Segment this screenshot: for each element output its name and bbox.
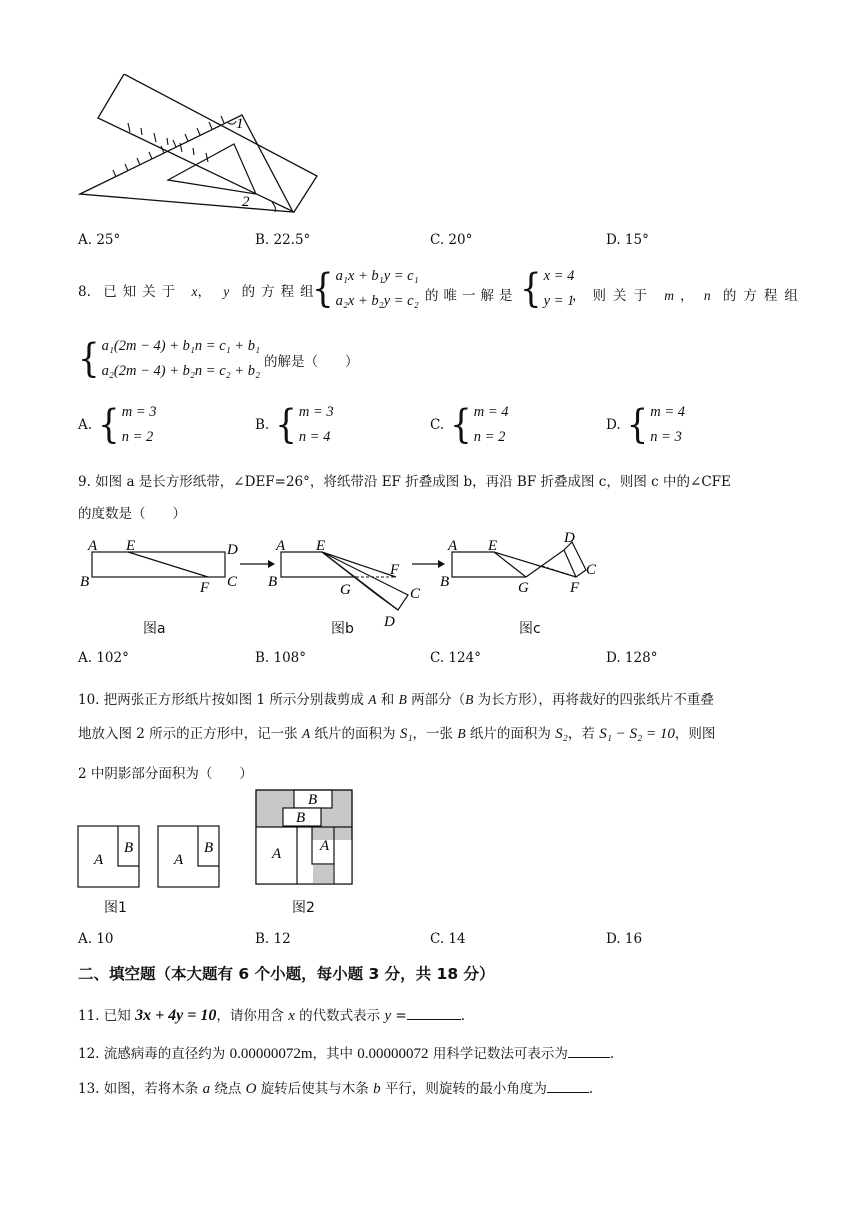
q10-line2-d: 纸片的面积为 bbox=[465, 726, 556, 742]
q10-fig2-A-right: A bbox=[320, 838, 330, 854]
q11-b: ，请你用含 bbox=[216, 1008, 289, 1024]
q8-option-a-r1: m = 3 bbox=[121, 404, 157, 420]
q10-figures bbox=[76, 786, 366, 891]
q10-fig2-B-top: B bbox=[308, 792, 318, 808]
q8-sol-row1: x = 4 bbox=[543, 268, 575, 284]
q10-option-d[interactable]: D. 16 bbox=[606, 931, 643, 947]
q8-option-c[interactable] bbox=[430, 400, 509, 450]
q10-S1: S₁ bbox=[399, 726, 413, 742]
q10-B2: B bbox=[465, 692, 474, 707]
q7-option-d[interactable]: D. 15° bbox=[606, 232, 649, 248]
q12-answer-blank[interactable] bbox=[568, 1045, 610, 1058]
fig-c-D: D bbox=[564, 530, 575, 546]
q8-number: 8. bbox=[78, 284, 91, 300]
q8-text-1: 已知关于 bbox=[103, 284, 182, 300]
q8-option-c-r2: n = 2 bbox=[473, 429, 506, 445]
q13-answer-blank[interactable] bbox=[547, 1080, 589, 1093]
q9-arrow-1 bbox=[240, 560, 275, 568]
q13-e: . bbox=[588, 1081, 594, 1097]
fig-b-C: C bbox=[410, 586, 421, 602]
q11-c: 的代数式表示 bbox=[294, 1008, 385, 1024]
q8-system-2 bbox=[78, 334, 260, 384]
q10-fig2 bbox=[256, 790, 352, 884]
q9-fig-a-caption: 图a bbox=[143, 621, 166, 637]
q9-fig-b-caption: 图b bbox=[331, 621, 354, 637]
q8-option-a-label: A. bbox=[78, 417, 93, 433]
q8-sep-1: ， bbox=[197, 284, 211, 300]
q8-option-d-brace: { bbox=[626, 402, 649, 448]
fig-a-F: F bbox=[200, 580, 210, 596]
q8-option-d-r2: n = 3 bbox=[650, 429, 682, 445]
q10-fig2-A-left: A bbox=[272, 846, 282, 862]
q11-y: y bbox=[384, 1008, 392, 1024]
q9-fig-c bbox=[440, 530, 597, 596]
q11-answer-blank[interactable] bbox=[407, 1007, 461, 1020]
fig-c-E: E bbox=[488, 538, 498, 554]
fig-c-G: G bbox=[518, 580, 529, 596]
q10-line2-b: 纸片的面积为 bbox=[310, 726, 400, 742]
ruler-ticks bbox=[128, 123, 208, 162]
q8-system-2-brace: { bbox=[78, 336, 100, 382]
q10-line2-e: ，若 bbox=[567, 726, 600, 742]
section-2-title: 二、填空题（本大题有 6 个小题，每小题 3 分，共 18 分） bbox=[78, 965, 495, 983]
q10-fig2-caption: 图2 bbox=[292, 900, 315, 916]
q8-solution-brace: { bbox=[520, 266, 542, 312]
q9-option-a[interactable]: A. 102° bbox=[78, 650, 129, 666]
q12-a: 12. 流感病毒的直径约为 bbox=[78, 1046, 230, 1062]
q9-fig-c-caption: 图c bbox=[519, 621, 541, 637]
q10-fig1-square-2 bbox=[158, 826, 219, 887]
q10-line1-a: 10. 把两张正方形纸片按如图 1 所示分别裁剪成 bbox=[78, 692, 369, 708]
q12 bbox=[78, 1042, 614, 1063]
q10-fig1-sq1-B: B bbox=[124, 840, 134, 856]
q11-eq: 3x + 4y = 10 bbox=[135, 1007, 217, 1024]
q8-option-c-r1: m = 4 bbox=[473, 404, 509, 420]
q10-line1 bbox=[78, 688, 714, 708]
q10-option-b[interactable]: B. 12 bbox=[255, 931, 291, 947]
fig-a-D: D bbox=[227, 542, 238, 558]
q10-fig1-sq2-A: A bbox=[174, 852, 184, 868]
inner-triangle-shape bbox=[168, 144, 256, 194]
q9-line1: 9. 如图 a 是长方形纸带，∠DEF=26°，将纸带沿 EF 折叠成图 b，再沿 BF 折叠成图 c，则图 c 中的∠CFE bbox=[78, 474, 731, 490]
q8-option-c-label: C. bbox=[430, 417, 445, 433]
q10-fig1-sq2-B: B bbox=[204, 840, 214, 856]
fig-a-C: C bbox=[227, 574, 238, 590]
q8-var-n: n bbox=[703, 288, 711, 303]
q13-a: 13. 如图，若将木条 bbox=[78, 1081, 203, 1097]
q8-solution bbox=[520, 264, 574, 314]
angle1-label: 1 bbox=[236, 116, 244, 132]
ruler-shape bbox=[98, 74, 317, 212]
q9-line2: 的度数是（ ） bbox=[78, 506, 186, 522]
fig-b-D: D bbox=[384, 614, 395, 630]
q8-sol-row2: y = 1 bbox=[543, 293, 575, 309]
q9-option-d[interactable]: D. 128° bbox=[606, 650, 658, 666]
q13-var-b: b bbox=[373, 1081, 381, 1097]
q13-c: 旋转后使其与木条 bbox=[256, 1081, 374, 1097]
q9-fig-a bbox=[80, 538, 238, 596]
q10-line3: 2 中阴影部分面积为（ ） bbox=[78, 766, 253, 782]
q8-system-1 bbox=[312, 264, 419, 314]
q10-line1-b: 和 bbox=[376, 692, 399, 708]
q13-b: 绕点 bbox=[210, 1081, 246, 1097]
q10-line2-c: ，一张 bbox=[412, 726, 458, 742]
q8-option-a-r2: n = 2 bbox=[121, 429, 154, 445]
q12-b: ，其中 bbox=[312, 1046, 358, 1062]
fig-c-C: C bbox=[586, 562, 597, 578]
q8-system-1-brace: { bbox=[312, 266, 334, 312]
q8-text-3: 的唯一解是 bbox=[425, 288, 518, 304]
q11-d: = bbox=[391, 1008, 407, 1024]
fig-a-A: A bbox=[88, 538, 98, 554]
fig-b-A: A bbox=[276, 538, 286, 554]
q7-option-c[interactable]: C. 20° bbox=[430, 232, 473, 248]
q10-option-c[interactable]: C. 14 bbox=[430, 931, 466, 947]
q10-A1: A bbox=[368, 692, 377, 707]
angle2-label: 2 bbox=[242, 194, 250, 210]
q12-v1: 0.00000072m bbox=[229, 1046, 313, 1062]
q8-var-x: x bbox=[191, 284, 198, 299]
q10-fig1-caption: 图1 bbox=[104, 900, 127, 916]
q11 bbox=[78, 1004, 465, 1025]
q10-A2: A bbox=[301, 726, 311, 741]
q10-line1-c: 两部分（ bbox=[406, 692, 466, 708]
triangle-ticks bbox=[113, 116, 224, 177]
q11-e: . bbox=[460, 1008, 466, 1024]
q10-line2-a: 地放入图 2 所示的正方形中，记一张 bbox=[78, 726, 302, 742]
q8-line1 bbox=[78, 284, 320, 300]
q8-option-a-brace: { bbox=[98, 402, 120, 448]
q8-option-c-brace: { bbox=[450, 402, 472, 448]
q13-d: 平行，则旋转的最小角度为 bbox=[380, 1081, 547, 1097]
q8-option-d[interactable] bbox=[606, 400, 685, 450]
q10-B3: B bbox=[457, 726, 466, 741]
q8-option-b[interactable] bbox=[255, 400, 334, 450]
q8-option-b-label: B. bbox=[255, 417, 270, 433]
fig-c-A: A bbox=[448, 538, 458, 554]
q8-option-d-r1: m = 4 bbox=[650, 404, 686, 420]
q10-line2-f: ，则图 bbox=[674, 726, 716, 742]
q12-v2: 0.00000072 bbox=[357, 1046, 429, 1062]
fig-b-E: E bbox=[316, 538, 326, 554]
q12-c: 用科学记数法可表示为 bbox=[428, 1046, 568, 1062]
q13 bbox=[78, 1077, 593, 1098]
q8-option-b-r1: m = 3 bbox=[298, 404, 334, 420]
q11-x: x bbox=[288, 1008, 295, 1024]
fig-b-B: B bbox=[268, 574, 278, 590]
q8-sys2-row1: a₁(2m − 4) + b₁n = c₁ + b₁ bbox=[101, 338, 261, 354]
q10-fig1-square-1 bbox=[78, 826, 139, 887]
fig-b-G: G bbox=[340, 582, 351, 598]
q8-var-y: y bbox=[223, 284, 230, 299]
q10-S2: S₂ bbox=[555, 726, 568, 742]
q8-option-b-brace: { bbox=[275, 402, 297, 448]
q8-line1-tail bbox=[572, 284, 805, 304]
q9-fig-b bbox=[268, 538, 421, 630]
fig-a-E: E bbox=[126, 538, 136, 554]
q8-sys1-row1: a₁x + b₁y = c₁ bbox=[335, 268, 419, 284]
q8-option-b-r2: n = 4 bbox=[298, 429, 331, 445]
fig-b-F: F bbox=[390, 562, 400, 578]
q8-var-m: m bbox=[664, 288, 675, 303]
q12-d: . bbox=[609, 1046, 615, 1062]
q11-a: 11. 已知 bbox=[78, 1008, 136, 1024]
q8-text-4: ，则关于 bbox=[572, 288, 654, 304]
q7-option-b[interactable]: B. 22.5° bbox=[255, 232, 311, 248]
q10-line2 bbox=[78, 722, 715, 743]
q8-option-a[interactable] bbox=[78, 400, 156, 450]
q7-figure bbox=[76, 74, 326, 219]
q8-sep-2: ， bbox=[680, 288, 694, 304]
q10-condition: S₁ − S₂ = 10 bbox=[599, 726, 675, 742]
q9-arrow-2 bbox=[412, 560, 445, 568]
fig-a-B: B bbox=[80, 574, 90, 590]
q8-option-d-label: D. bbox=[606, 417, 621, 433]
q8-text-2: 的方程组 bbox=[241, 284, 320, 300]
q9-option-c[interactable]: C. 124° bbox=[430, 650, 481, 666]
q8-text-5: 的方程组 bbox=[722, 288, 805, 304]
q10-line1-d: 为长方形），再将裁好的四张纸片不重叠 bbox=[473, 692, 714, 708]
q8-sys2-row2: a₂(2m − 4) + b₂n = c₂ + b₂ bbox=[101, 363, 261, 379]
fig-c-F: F bbox=[570, 580, 580, 596]
q10-option-a[interactable]: A. 10 bbox=[78, 931, 114, 947]
q8-sys1-row2: a₂x + b₂y = c₂ bbox=[335, 293, 419, 309]
q7-option-a[interactable]: A. 25° bbox=[78, 232, 121, 248]
q10-B1: B bbox=[398, 692, 407, 707]
q9-option-b[interactable]: B. 108° bbox=[255, 650, 307, 666]
big-triangle-shape bbox=[80, 115, 293, 212]
q13-var-O: O bbox=[245, 1081, 257, 1097]
q10-fig2-B-mid: B bbox=[296, 810, 306, 826]
q8-text-6: 的解是（ ） bbox=[264, 354, 359, 370]
q13-var-a: a bbox=[202, 1081, 211, 1097]
q10-fig1-sq1-A: A bbox=[94, 852, 104, 868]
fig-c-B: B bbox=[440, 574, 450, 590]
